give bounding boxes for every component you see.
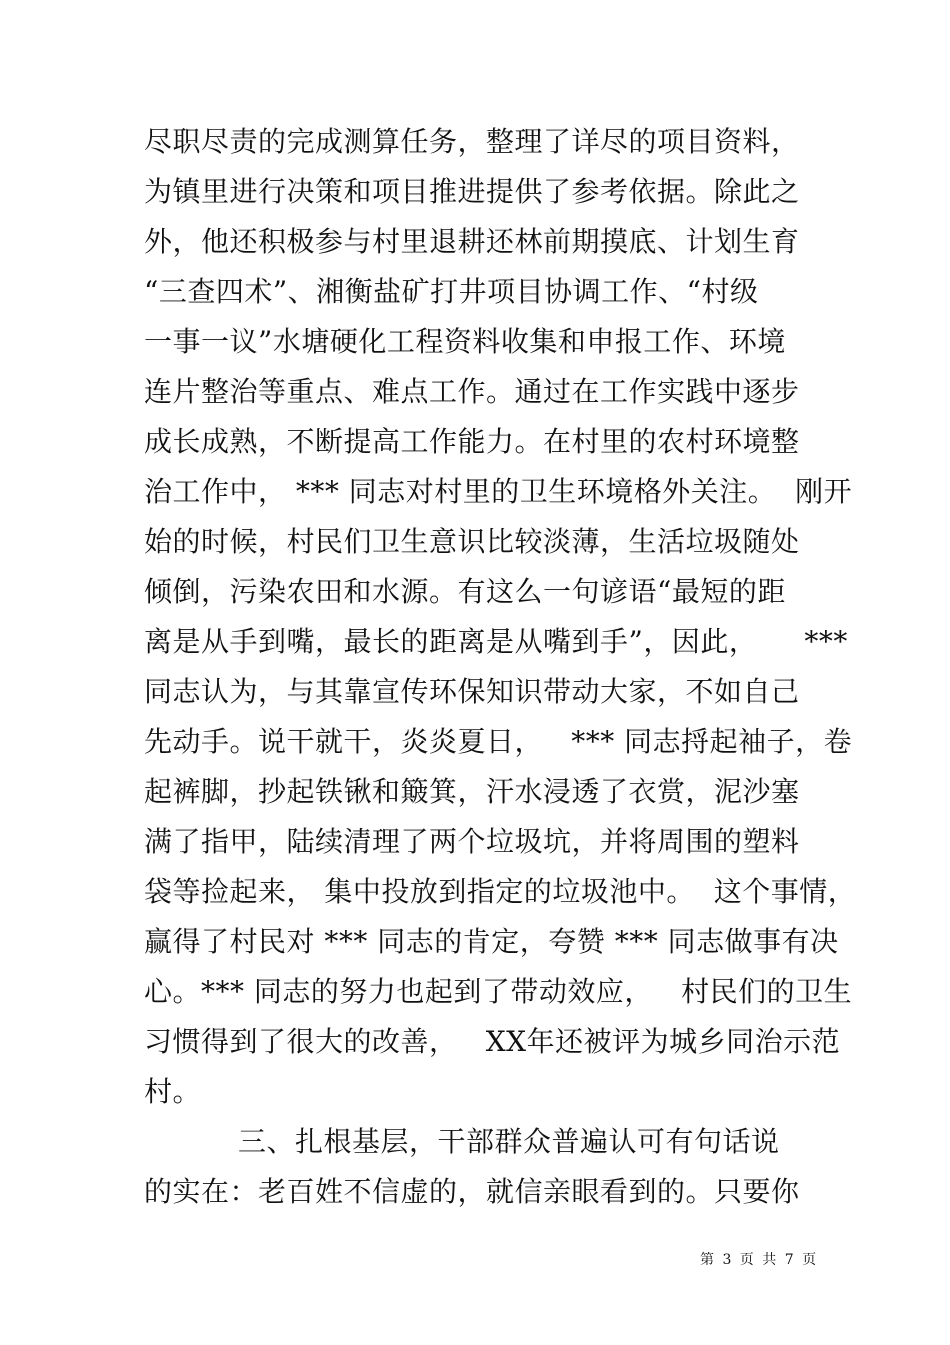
body-text-line: 外，他还积极参与村里退耕还林前期摸底、计划生育 [144, 225, 800, 258]
body-text-line: 尽职尽责的完成测算任务，整理了详尽的项目资料， [144, 125, 800, 158]
body-text-line: 赢得了村民对 *** 同志的肯定，夸赞 *** 同志做事有决 [144, 925, 839, 958]
body-text-line: 起裤脚，抄起铁锹和簸箕，汗水浸透了衣赏，泥沙塞 [144, 775, 800, 808]
section-heading-line: 三、扎根基层，干部群众普遍认可有句话说 [144, 1125, 780, 1158]
body-text-line: 习惯得到了很大的改善， XX年还被评为城乡同治示范 [144, 1025, 841, 1058]
body-text-line: 村。 [144, 1075, 202, 1108]
page-number: 第 3 页 共 7 页 [700, 1252, 819, 1268]
body-text-line: 连片整治等重点、难点工作。通过在工作实践中逐步 [144, 375, 800, 408]
body-text-line: 先动手。说干就干，炎炎夏日， *** 同志捋起袖子，卷 [144, 725, 853, 758]
body-text-line: 治工作中， *** 同志对村里的卫生环境格外关注。 刚开 [144, 475, 853, 508]
body-text-line: 离是从手到嘴，最长的距离是从嘴到手”，因此， *** [144, 625, 848, 658]
body-text-line: 倾倒，污染农田和水源。有这么一句谚语“最短的距 [144, 575, 786, 608]
body-text-line: “三查四术”、湘衡盐矿打井项目协调工作、“村级 [144, 275, 759, 308]
body-text-line: 同志认为，与其靠宣传环保知识带动大家，不如自己 [144, 675, 800, 708]
body-text-line: 袋等捡起来， 集中投放到指定的垃圾池中。 这个事情， [144, 875, 857, 908]
body-text-line: 为镇里进行决策和项目推进提供了参考依据。除此之 [144, 175, 800, 208]
body-text-line: 始的时候，村民们卫生意识比较淡薄，生活垃圾随处 [144, 525, 800, 558]
body-text-line: 成长成熟，不断提高工作能力。在村里的农村环境整 [144, 425, 800, 458]
body-text-line: 心。*** 同志的努力也起到了带动效应， 村民们的卫生 [144, 975, 853, 1008]
body-text-line: 的实在：老百姓不信虚的，就信亲眼看到的。只要你 [144, 1175, 800, 1208]
body-text-line: 满了指甲，陆续清理了两个垃圾坑，并将周围的塑料 [144, 825, 800, 858]
body-text-line: 一事一议”水塘硬化工程资料收集和申报工作、环境 [144, 325, 786, 358]
